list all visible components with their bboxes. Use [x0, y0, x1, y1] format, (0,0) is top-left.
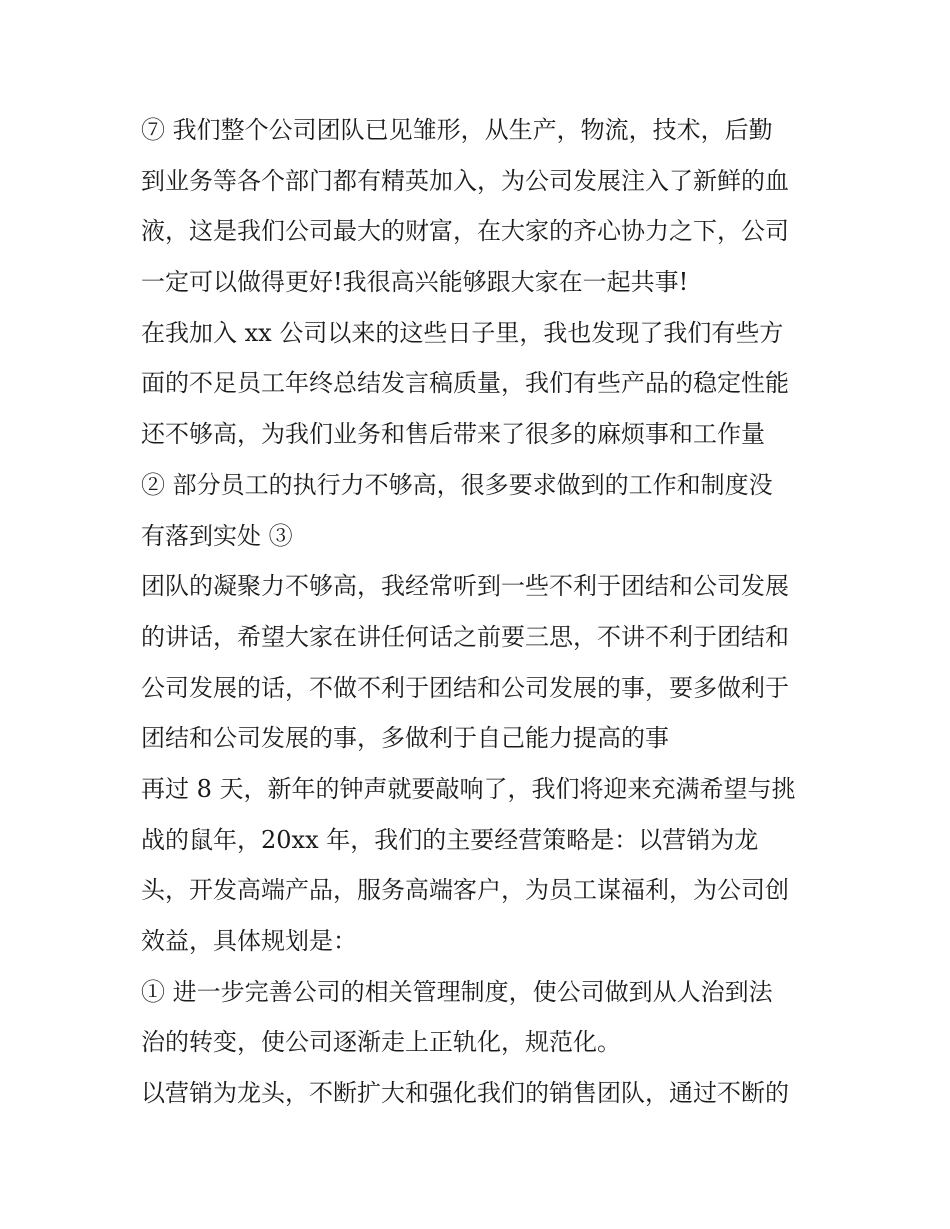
text-line: 面的不足员工年终总结发言稿质量，我们有些产品的稳定性能 [141, 369, 789, 398]
text-line: 在我加入 xx 公司以来的这些日子里，我也发现了我们有些方 [141, 318, 784, 347]
text-line: ② 部分员工的执行力不够高，很多要求做到的工作和制度没 [141, 470, 773, 499]
text-line: 效益，具体规划是： [141, 927, 357, 955]
text-line: 的讲话，希望大家在讲任何话之前要三思，不讲不利于团结和 [141, 622, 789, 651]
text-line: 再过 8 天，新年的钟声就要敲响了，我们将迎来充满希望与挑 [141, 774, 796, 803]
text-line: 团队的凝聚力不够高，我经常听到一些不利于团结和公司发展 [141, 572, 789, 601]
text-line: 还不够高，为我们业务和售后带来了很多的麻烦事和工作量 [141, 420, 765, 449]
text-line: 一定可以做得更好!我很高兴能够跟大家在一起共事! [141, 268, 689, 297]
text-line: 团结和公司发展的事，多做利于自己能力提高的事 [141, 724, 669, 753]
text-line: 公司发展的话，不做不利于团结和公司发展的事，要多做利于 [141, 673, 789, 702]
text-line: 治的转变，使公司逐渐走上正轨化，规范化。 [141, 1028, 621, 1057]
text-line: 有落到实处 ③ [141, 521, 293, 550]
text-line: 头，开发高端产品，服务高端客户，为员工谋福利，为公司创 [141, 876, 789, 905]
text-line: 以营销为龙头，不断扩大和强化我们的销售团队，通过不断的 [141, 1079, 789, 1108]
text-line: ① 进一步完善公司的相关管理制度，使公司做到从人治到法 [141, 977, 773, 1006]
text-line: 战的鼠年，20xx 年，我们的主要经营策略是：以营销为龙 [141, 825, 759, 854]
text-line: ⑦ 我们整个公司团队已见雏形，从生产，物流，技术，后勤 [141, 116, 773, 144]
text-line: 液，这是我们公司最大的财富，在大家的齐心协力之下，公司 [141, 217, 789, 246]
text-line: 到业务等各个部门都有精英加入，为公司发展注入了新鲜的血 [141, 166, 789, 195]
body-text [141, 105, 821, 1119]
